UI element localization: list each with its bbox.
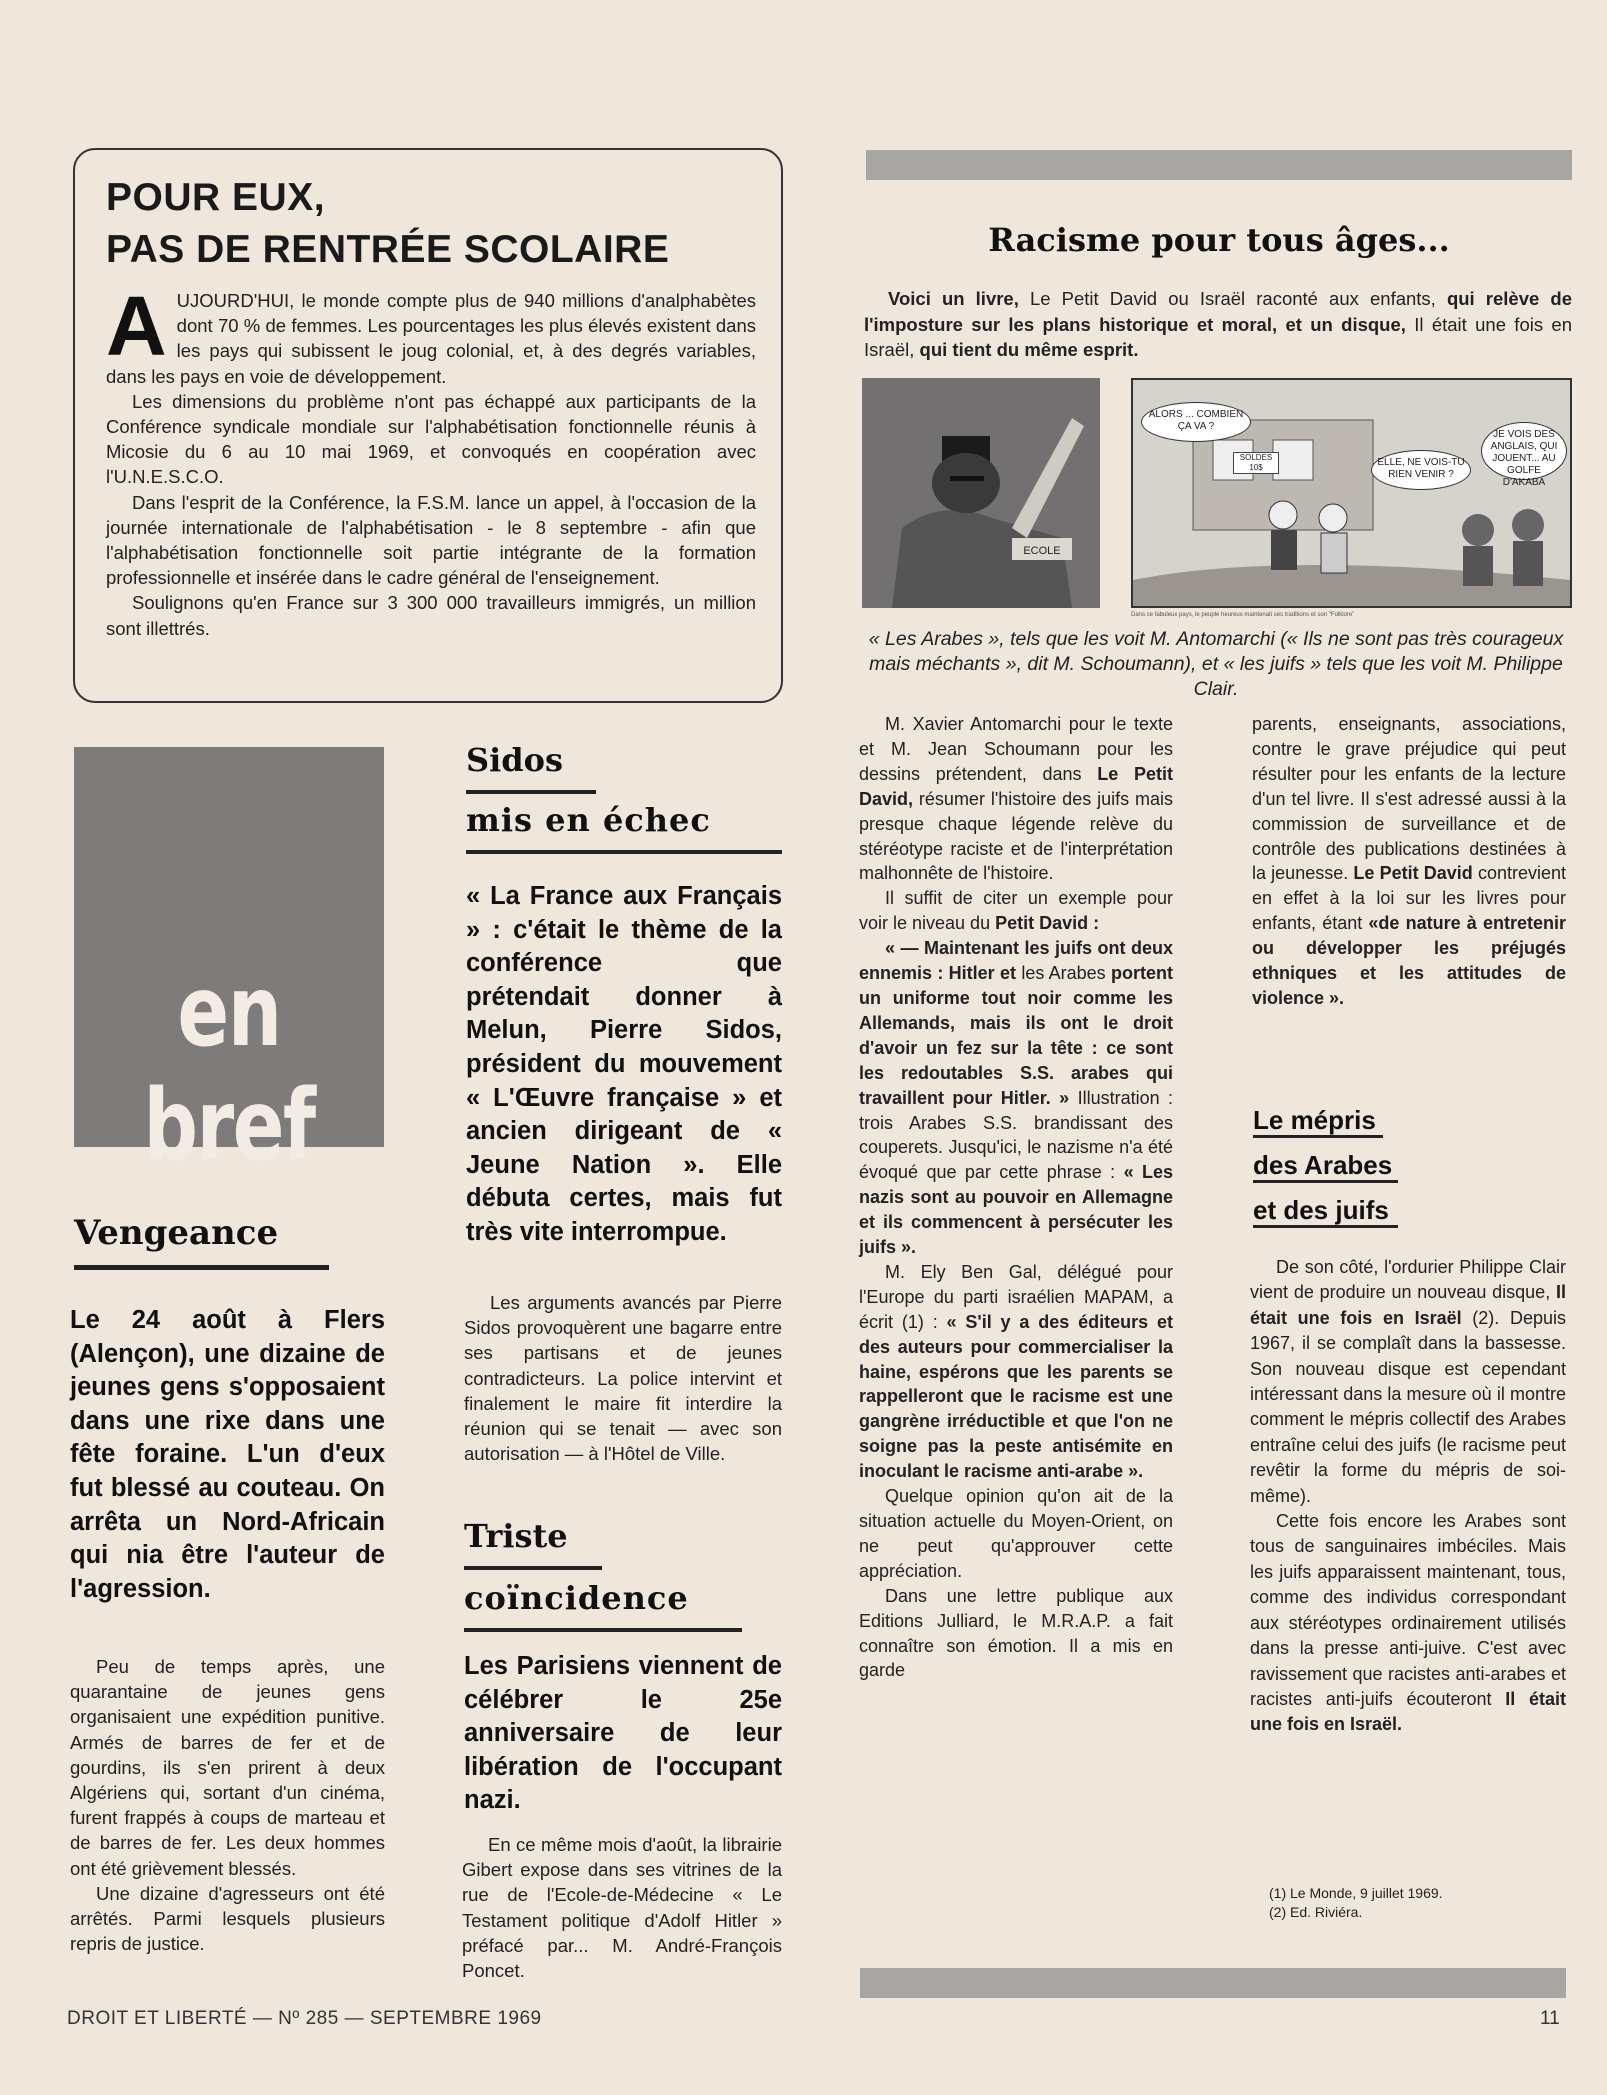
en-bref-label: en bref [143,955,315,1183]
subheading-rule [1253,1225,1398,1228]
illustration-small-caption: Dans ce fabuleux pays, le peuple heureux maintenait ses traditions et son "Folklore" [1131,612,1355,618]
sidos-lead: « La France aux Français » : c'était le thème de la conférence que prétendait donner à Melun, Pierre Sidos, président du mouvement « L'Œuvre française » et ancien dirigeant de « Jeune Nation ». Elle débuta certes, mais fut très vite interrompue. [466,882,782,1246]
box-paragraph: AUJOURD'HUI, le monde compte plus de 940 millions d'analphabètes dont 70 % de femmes. Les pourcentages les plus élevés existent dans les pays qui subissent le joug colonial, et, à des degrés variables, dans les pays en voie de développement. [106,279,756,387]
triste-heading: Triste [464,1517,568,1555]
illustration-comic [1131,378,1572,608]
shop-sign: SOLDES 10$ [1233,452,1279,474]
sidos-body: Les arguments avancés par Pierre Sidos provoquèrent une bagarre entre ses partisans et de jeunes contradicteurs. La police intervint et finalement le maire fit interdire la réunion qui se tenait — avec son autorisation — à l'Hôtel de Ville. [464,1292,782,1465]
vengeance-lead: Le 24 août à Flers (Alençon), une dizaine de jeunes gens s'opposaient dans une rixe dans une fête foraine. L'un d'eux fut blessé au couteau. On arrêta un Nord-Africain qui nia être l'auteur de l'agression. [70,1306,385,1603]
page-footer: DROIT ET LIBERTÉ — Nº 285 — SEPTEMBRE 1969 [67,2008,542,2029]
box-headline-line2: PAS DE RENTRÉE SCOLAIRE [106,228,670,271]
subheading-rule [1253,1180,1398,1183]
vengeance-body: Peu de temps après, une quarantaine de jeunes gens organisaient une expédition punitive. Armés de barres de fer et de gourdins, ils s'en prirent à deux Algériens qui, sortant d'un cinéma, furent frappés à coups de marteau et de barres de fer. Les deux hommes ont été grièvement blessés. Une dizaine d'agresseurs ont été arrêtés. Parmi lesquels plusieurs repris de justice. [70,1656,385,1955]
school-sign-text: ECOLE [1023,545,1061,557]
racisme-intro: Voici un livre, Le Petit David ou Israël raconté aux enfants, qui relève de l'imposture sur les plans historique et moral, et un disque, Il était une fois en Israël, qui tient du même esprit. [864,288,1572,360]
heading-rule [74,1265,329,1270]
racisme-heading: Racisme pour tous âges... [988,221,1450,259]
page-number: 11 [1540,2008,1560,2029]
racisme-col2-lower: De son côté, l'ordurier Philippe Clair vient de produire un nouveau disque, Il était une fois en Israël (2). Depuis 1967, il se complaît dans la bassesse. Son nouveau disque est cependant intéressant dans la mesure où il montre comment le mépris collectif des Arabes entraîne celui des juifs (le racisme peut revêtir la forme du mépris de soi-même). Cette fois encore les Arabes sont tous de sanguinaires imbéciles. Mais les juifs apparaissent maintenant, tous, comme des individus correspondant aux stéréotypes ordinairement utilisés dans la presse anti-juive. C'est avec ravissement que racistes anti-arabes et racistes anti-juifs écouteront Il était une fois en Israël. [1250,1257,1566,1735]
illustration-arab-ss [862,378,1100,608]
top-grey-bar [866,150,1572,180]
en-bref-block [74,747,384,1183]
subheading-rule [1253,1135,1383,1138]
box-paragraph: Dans l'esprit de la Conférence, la F.S.M. lance un appel, à l'occasion de la journée internationale de l'alphabétisation - le 8 septembre - afin que l'alphabétisation fonctionnelle soit partie intégrante de la formation professionnelle et insérée dans le cadre général de l'enseignement. [106,491,756,589]
triste-body: En ce même mois d'août, la librairie Gibert expose dans ses vitrines de la rue de l'Ecole-de-Médecine « Le Testament politique d'Adolf Hitler » préfacé par... M. André-François Poncet. [462,1834,782,1982]
heading-rule [466,790,596,794]
triste-heading-2: coïncidence [464,1579,689,1617]
box-body [106,279,756,641]
sidos-heading-2: mis en échec [466,801,711,839]
speech-bubble: ELLE, NE VOIS-TU RIEN VENIR ? [1371,450,1471,490]
illustration-caption: « Les Arabes », tels que les voit M. Antomarchi (« Ils ne sont pas très courageux mais méchants », dit M. Schoumann), et « les juifs » tels que les voit M. Philippe Clair. [868,628,1564,700]
drop-cap: A [106,279,167,373]
racisme-col2: parents, enseignants, associations, contre le grave préjudice qui peut résulter pour les enfants de la lecture d'un tel livre. Il s'est adressé aussi à la commission de surveillance et de contrôle des publications destinées à la jeunesse. Le Petit David contrevient en effet à la loi sur les livres pour enfants, étant «de nature à entretenir ou développer les préjugés ethniques et les attitudes de violence ». [1252,714,1566,1008]
footnote-1: (1) Le Monde, 9 juillet 1969. [1269,1885,1443,1901]
triste-lead: Les Parisiens viennent de célébrer le 25e anniversaire de leur libération de l'occupant nazi. [464,1652,782,1815]
heading-rule [466,850,782,854]
sidos-heading: Sidos [466,741,563,779]
box-headline-line1: POUR EUX, [106,176,326,219]
heading-rule [464,1628,742,1632]
box-paragraph: Soulignons qu'en France sur 3 300 000 travailleurs immigrés, un million sont illettrés. [106,592,756,639]
speech-bubble: JE VOIS DES ANGLAIS, QUI JOUENT... AU GOLFE D'AKABA [1481,422,1567,480]
box-headline [106,172,669,276]
vengeance-heading: Vengeance [74,1213,279,1253]
heading-rule [464,1566,602,1570]
footnotes [1269,1884,1443,1922]
illustration-arab-ss-drawing [862,378,1100,608]
bottom-grey-bar [860,1968,1566,1998]
speech-bubble: ALORS ... COMBIEN ÇA VA ? [1141,402,1251,442]
subheading-mepris: Le mépris des Arabes et des juifs [1253,1105,1393,1225]
box-paragraph: Les dimensions du problème n'ont pas échappé aux participants de la Conférence syndicale mondiale sur l'alphabétisation fonctionnelle réunis à Micosie du 6 au 10 mai 1969, et convoqués en coopération avec l'U.N.E.S.C.O. [106,390,756,488]
footnote-2: (2) Ed. Riviéra. [1269,1904,1363,1920]
racisme-col1: M. Xavier Antomarchi pour le texte et M. Jean Schoumann pour les dessins prétendent, dans Le Petit David, résumer l'histoire des juifs mais presque chaque légende relève du stéréotype raciste et de l'interprétation malhonnête de l'histoire. Il suffit de citer un exemple pour voir le niveau du Petit David : « — Maintenant les juifs ont deux ennemis : Hitler et les Arabes portent un uniforme tout noir comme les Allemands, mais ils ont le droit d'avoir un fez sur la tête : ce sont les redoutables S.S. arabes qui travaillent pour Hitler. » Illustration : trois Arabes S.S. brandissant des couperets. Jusqu'ici, le nazisme n'a été évoqué que par cette phrase : « Les nazis sont au pouvoir en Allemagne et ils commencent à persécuter les juifs ». M. Ely Ben Gal, délégué pour l'Europe du parti israélien MAPAM, a écrit (1) : « S'il y a des éditeurs et des auteurs pour commercialiser la haine, espérons que les parents se rappelleront que le racisme est une gangrène irréductible et que l'on ne soigne pas la peste antisémite en inoculant le racisme anti-arabe ». Quelque opinion qu'on ait de la situation actuelle du Moyen-Orient, on ne peut qu'approuver cette appréciation. Dans une lettre publique aux Editions Julliard, le M.R.A.P. a fait connaître son émotion. Il a mis en garde [859,714,1174,1681]
